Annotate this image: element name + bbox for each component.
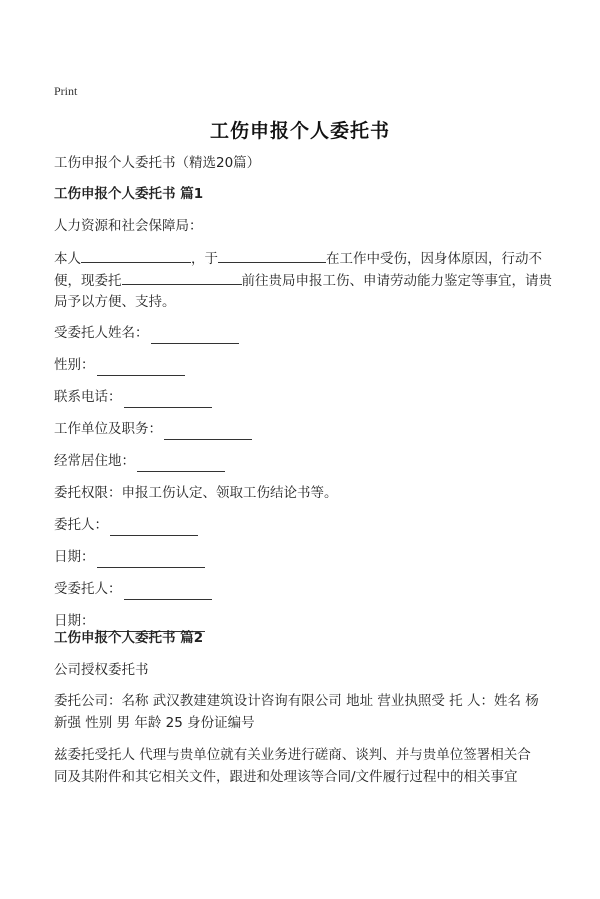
section2-para2-line1: 兹委托受托人 代理与贵单位就有关业务进行磋商、谈判、并与贵单位签署相关合 bbox=[54, 747, 531, 763]
section1-body-line3: 局予以方便、支持。 bbox=[54, 294, 176, 310]
field-blank bbox=[110, 520, 198, 536]
document-title: 工伤申报个人委托书 bbox=[209, 120, 390, 142]
signature-agent bbox=[54, 578, 212, 600]
print-label: Print bbox=[54, 84, 78, 98]
section2-heading: 工伤申报个人委托书 篇2 bbox=[54, 630, 204, 646]
field-blank bbox=[124, 584, 212, 600]
field-label: 工作单位及职务： bbox=[54, 421, 162, 437]
name-blank bbox=[81, 247, 191, 263]
field-employer bbox=[54, 418, 252, 440]
agent-blank bbox=[122, 269, 242, 285]
body-text: 本人 bbox=[54, 251, 81, 267]
field-label: 受委托人： bbox=[54, 581, 122, 597]
field-agent-name bbox=[54, 322, 239, 344]
section1-addressee: 人力资源和社会保障局： bbox=[54, 218, 203, 234]
body-text: 前往贵局申报工伤、申请劳动能力鉴定等事宜，请贵 bbox=[241, 273, 552, 289]
document-subtitle: 工伤申报个人委托书（精选20篇） bbox=[54, 155, 261, 171]
field-blank bbox=[97, 552, 205, 568]
section1-heading: 工伤申报个人委托书 篇1 bbox=[54, 186, 204, 202]
field-label: 经常居住地： bbox=[54, 453, 135, 469]
field-blank bbox=[97, 360, 185, 376]
field-label: 日期： bbox=[54, 613, 95, 629]
body-text: 便，现委托 bbox=[54, 273, 122, 289]
body-text: 在工作中受伤，因身体原因，行动不 bbox=[326, 251, 542, 267]
field-label: 日期： bbox=[54, 549, 95, 565]
field-residence bbox=[54, 450, 225, 472]
date-blank bbox=[218, 247, 326, 263]
field-blank bbox=[151, 328, 239, 344]
field-label: 受委托人姓名： bbox=[54, 325, 149, 341]
field-gender bbox=[54, 354, 185, 376]
signature-principal bbox=[54, 514, 198, 536]
field-blank bbox=[164, 424, 252, 440]
field-label: 委托人： bbox=[54, 517, 108, 533]
signature-date-1 bbox=[54, 546, 205, 568]
section2-para1-line1: 委托公司：名称 武汉教建建筑设计咨询有限公司 地址 营业执照受 托 人：姓名 杨 bbox=[54, 693, 539, 709]
field-blank bbox=[124, 392, 212, 408]
authority-text: 委托权限：申报工伤认定、领取工伤结论书等。 bbox=[54, 485, 338, 501]
section2-para1-line2: 新强 性别 男 年龄 25 身份证编号 bbox=[54, 715, 255, 731]
field-label: 性别： bbox=[54, 357, 95, 373]
body-text: ，于 bbox=[191, 251, 218, 267]
section1-body-line2 bbox=[54, 269, 552, 292]
field-label: 联系电话： bbox=[54, 389, 122, 405]
section1-body-line1 bbox=[54, 247, 542, 270]
section2-para2-line2: 同及其附件和其它相关文件，跟进和处理该等合同/文件履行过程中的相关事宜 bbox=[54, 769, 518, 785]
field-blank bbox=[137, 456, 225, 472]
section2-subheading: 公司授权委托书 bbox=[54, 662, 149, 678]
field-phone bbox=[54, 386, 212, 408]
